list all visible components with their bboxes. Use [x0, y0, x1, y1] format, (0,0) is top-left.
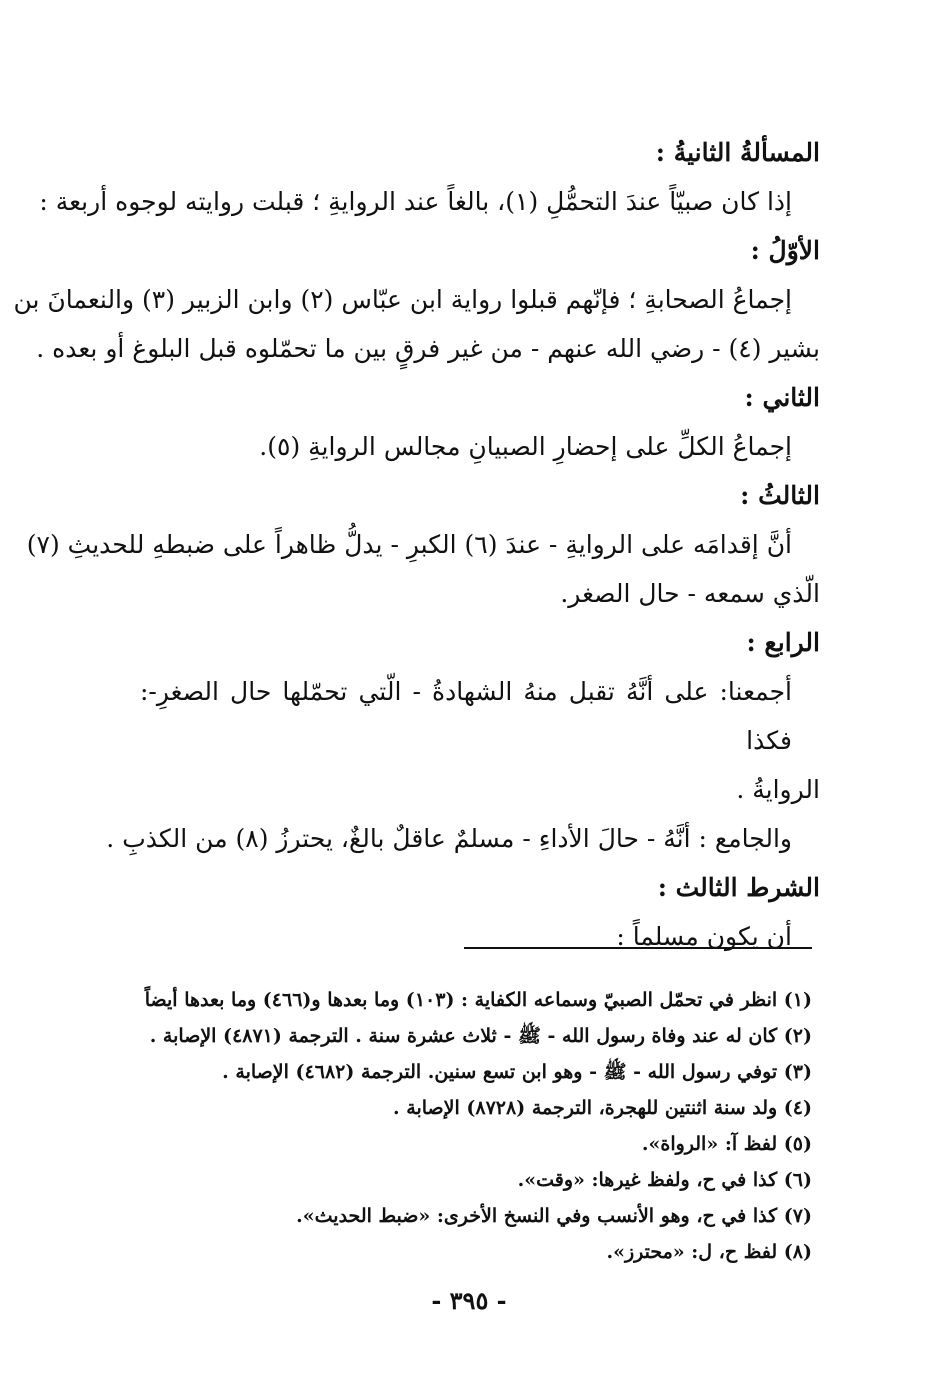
heading-second-issue: المسألةُ الثانيةُ :: [655, 138, 820, 167]
footnote-divider: [464, 947, 812, 949]
heading-fourth: الرابع :: [746, 628, 820, 657]
paragraph-be-muslim: أن يكون مسلماً :: [616, 922, 792, 951]
paragraph-fourth-line-2: الروايةُ .: [736, 775, 820, 804]
footnote-6: (٦) كذا في ح، ولفظ غيرها: «وقت».: [517, 1169, 812, 1191]
heading-second: الثاني :: [744, 383, 820, 412]
paragraph-common-factor: والجامع : أنَّهُ - حالَ الأداءِ - مسلمٌ عاقلٌ بالغٌ، يحترزُ (٨) من الكذبِ .: [106, 824, 792, 853]
paragraph-third-line-2: الّذي سمعه - حال الصغر.: [560, 579, 820, 608]
paragraph-fourth-line-1: أجمعنا: على أنَّهُ تقبل منهُ الشهادةُ - الّتي تحمّلها حال الصغرِ-: فكذا: [140, 677, 792, 755]
footnotes: [132, 982, 812, 1270]
footnote-4: (٤) ولد سنة اثنتين للهجرة، الترجمة (٨٧٢٨) الإصابة .: [393, 1097, 812, 1119]
main-text: [13, 128, 820, 961]
heading-third-condition: الشرط الثالث :: [657, 873, 820, 902]
footnote-5: (٥) لفظ آ: «الرواة».: [641, 1133, 812, 1155]
footnote-8: (٨) لفظ ح، ل: «محترز».: [606, 1241, 812, 1263]
footnote-2: (٢) كان له عند وفاة رسول الله - ﷺ - ثلاث عشرة سنة . الترجمة (٤٨٧١) الإصابة .: [149, 1025, 812, 1047]
footnote-7: (٧) كذا في ح، وهو الأنسب وفي النسخ الأخرى: «ضبط الحديث».: [296, 1205, 812, 1227]
footnote-3: (٣) توفي رسول الله - ﷺ - وهو ابن تسع سنين. الترجمة (٤٦٨٢) الإصابة .: [222, 1061, 812, 1083]
page-number: - ٣٩٥ -: [431, 1286, 507, 1315]
heading-first: الأوّلُ :: [750, 236, 820, 265]
paragraph-intro: إذا كان صبيّاً عندَ التحمُّلِ (١)، بالغاً عند الروايةِ ؛ قبلت روايته لوجوه أربعة :: [39, 187, 792, 216]
paragraph-third-line-1: أنَّ إقدامَه على الروايةِ - عندَ (٦) الكبرِ - يدلُّ ظاهراً على ضبطهِ للحديثِ (٧): [26, 530, 792, 559]
footnote-1: (١) انظر في تحمّل الصبيّ وسماعه الكفاية : (١٠٣) وما بعدها و(٤٦٦) وما بعدها أيضاً: [144, 989, 812, 1011]
paragraph-first-line-2: بشير (٤) - رضي الله عنهم - من غير فرقٍ بين ما تحمّلوه قبل البلوغ أو بعده .: [36, 334, 820, 363]
paragraph-first-line-1: إجماعُ الصحابةِ ؛ فإنّهم قبلوا رواية ابن عبّاس (٢) وابن الزبير (٣) والنعمانَ بن: [13, 285, 792, 314]
heading-third: الثالثُ :: [740, 481, 820, 510]
paragraph-second: إجماعُ الكلِّ على إحضارِ الصبيانِ مجالس الروايةِ (٥).: [259, 432, 792, 461]
